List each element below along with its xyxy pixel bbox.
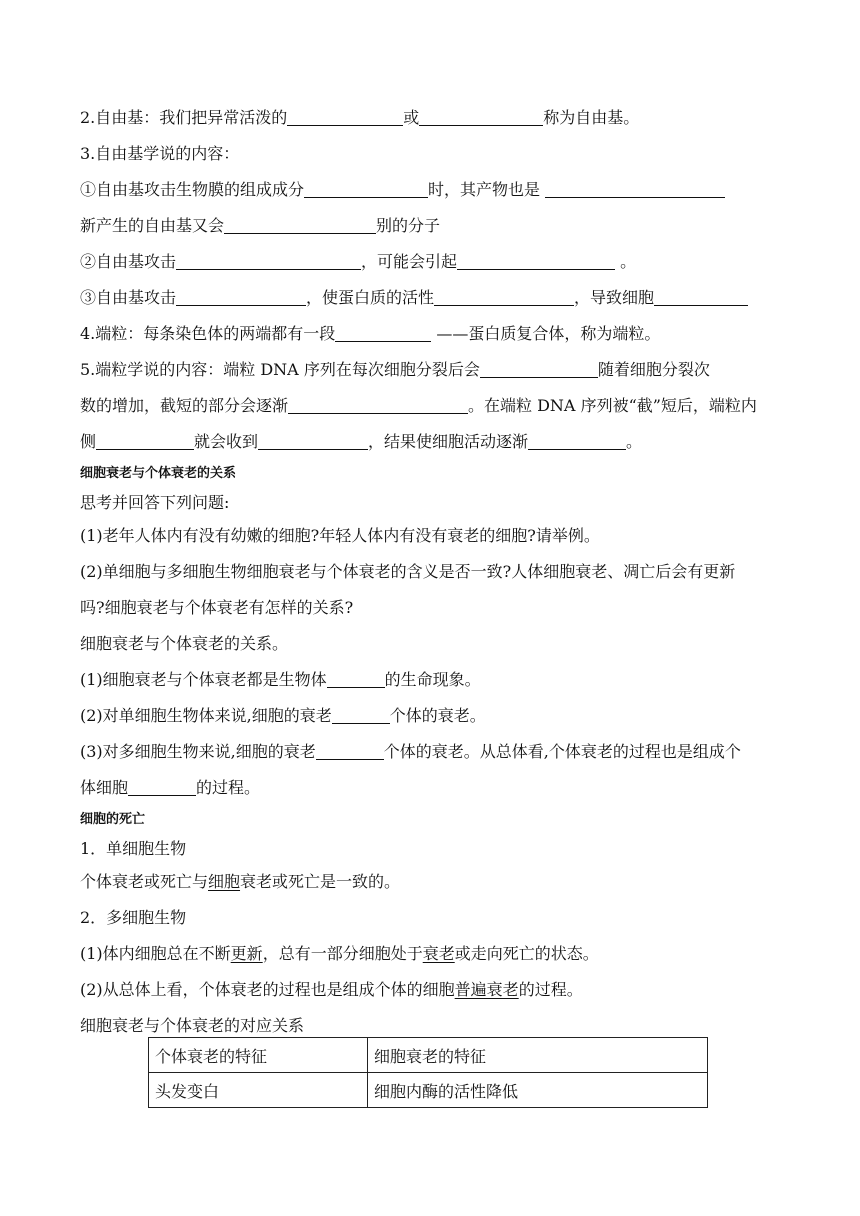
- table-row: [149, 1073, 708, 1108]
- fill-blank: [327, 669, 385, 688]
- theory-item-1-cont: [80, 208, 785, 244]
- theory-item-1: [80, 172, 785, 208]
- fill-blank: [128, 777, 196, 796]
- text: ，导致细胞: [574, 288, 655, 307]
- fill-blank: [258, 431, 368, 450]
- text: ②自由基攻击: [80, 252, 177, 271]
- question-intro: 思考并回答下列问题:: [80, 493, 230, 512]
- text: 的过程。: [196, 778, 261, 797]
- text: 体细胞: [80, 778, 129, 797]
- fill-blank: [316, 741, 384, 760]
- question-1: (1)老年人体内有没有幼嫩的细胞?年轻人体内有没有衰老的细胞?请举例。: [80, 526, 600, 545]
- definition-free-radical: [80, 100, 785, 136]
- fill-blank: [224, 215, 376, 234]
- text: ③自由基攻击: [80, 288, 177, 307]
- text: 数的增加，截短的部分会逐渐: [80, 396, 289, 415]
- multicellular-2: [80, 972, 785, 1008]
- correspondence-table: [148, 1037, 708, 1108]
- fill-blank: [457, 251, 615, 270]
- text: 衰老或死亡是一致的。: [240, 872, 401, 891]
- fill-blank: [304, 179, 428, 198]
- text: 。: [626, 432, 643, 451]
- section-heading: 细胞衰老与个体衰老的关系: [80, 466, 237, 481]
- text: 5.端粒学说的内容：端粒 DNA 序列在每次细胞分裂后会: [80, 360, 480, 379]
- text: (2)从总体上看，个体衰老的过程也是组成个体的细胞: [80, 980, 455, 999]
- text: ，结果使细胞活动逐渐: [368, 432, 529, 451]
- text: 4.端粒：每条染色体的两端都有一段: [80, 324, 336, 343]
- document-page: [80, 100, 785, 1044]
- text: 2.自由基：我们把异常活泼的: [80, 108, 288, 127]
- text: 随着细胞分裂次: [597, 360, 710, 379]
- text: 。: [620, 252, 637, 271]
- text: (1)体内细胞总在不断: [80, 944, 231, 963]
- theory-item-2: [80, 244, 785, 280]
- fill-blank: [176, 251, 361, 270]
- fill-blank: [480, 359, 598, 378]
- text: 新产生的自由基又会: [80, 216, 225, 235]
- fill-blank: [288, 395, 468, 414]
- text: (3)对多细胞生物来说,细胞的衰老: [80, 742, 316, 761]
- underlined-term: 细胞: [208, 872, 241, 891]
- subheading-unicellular: 1．单细胞生物: [80, 839, 187, 858]
- unicellular-text: [80, 864, 785, 900]
- underlined-term: 更新: [230, 944, 263, 963]
- subheading-multicellular: 2．多细胞生物: [80, 908, 187, 927]
- fill-blank: [176, 287, 306, 306]
- fill-blank: [654, 287, 748, 306]
- table-header-cell: 细胞衰老的特征: [368, 1038, 708, 1073]
- table-caption: 细胞衰老与个体衰老的对应关系: [80, 1016, 305, 1035]
- table-header-cell: 个体衰老的特征: [149, 1038, 368, 1073]
- text: (1)细胞衰老与个体衰老都是生物体: [80, 670, 327, 689]
- theory-title: 3.自由基学说的内容：: [80, 144, 240, 163]
- fill-blank: [335, 323, 431, 342]
- question-2-cont: 吗?细胞衰老与个体衰老有怎样的关系?: [80, 598, 354, 617]
- fill-blank: [332, 705, 390, 724]
- relation-1: [80, 662, 785, 698]
- table-header-row: [149, 1038, 708, 1073]
- fill-blank: [528, 431, 626, 450]
- relation-title: 细胞衰老与个体衰老的关系。: [80, 634, 289, 653]
- text: 别的分子: [376, 216, 441, 235]
- text: 称为自由基。: [543, 108, 640, 127]
- relation-3: [80, 734, 785, 770]
- text: ，总有一部分细胞处于: [262, 944, 423, 963]
- text: ——蛋白质复合体，称为端粒。: [436, 324, 661, 343]
- telomere-theory: [80, 352, 785, 388]
- telomere-theory-cont: [80, 388, 785, 424]
- underlined-term: 普遍衰老: [454, 980, 519, 999]
- text: 个体的衰老。: [389, 706, 486, 725]
- telomere-theory-cont2: [80, 424, 785, 460]
- text: 个体衰老或死亡与: [80, 872, 209, 891]
- relation-3-cont: [80, 770, 785, 806]
- text: 侧: [80, 432, 97, 451]
- text: 时，其产物也是: [428, 180, 541, 199]
- relation-2: [80, 698, 785, 734]
- fill-blank: [287, 107, 403, 126]
- question-2: (2)单细胞与多细胞生物细胞衰老与个体衰老的含义是否一致?人体细胞衰老、凋亡后会有更新: [80, 562, 736, 581]
- multicellular-1: [80, 936, 785, 972]
- text: ①自由基攻击生物膜的组成成分: [80, 180, 305, 199]
- fill-blank: [434, 287, 574, 306]
- text: 个体的衰老。从总体看,个体衰老的过程也是组成个: [383, 742, 741, 761]
- fill-blank: [96, 431, 194, 450]
- fill-blank: [419, 107, 543, 126]
- text: 或走向死亡的状态。: [454, 944, 599, 963]
- text: (2)对单细胞生物体来说,细胞的衰老: [80, 706, 332, 725]
- telomere-definition: [80, 316, 785, 352]
- text: ，可能会引起: [361, 252, 458, 271]
- text: 就会收到: [194, 432, 259, 451]
- text: 的生命现象。: [384, 670, 481, 689]
- theory-item-3: [80, 280, 785, 316]
- text: 。在端粒 DNA 序列被“截”短后，端粒内: [468, 396, 757, 415]
- section-heading: 细胞的死亡: [80, 812, 146, 827]
- text: ，使蛋白质的活性: [306, 288, 435, 307]
- table-cell: 头发变白: [149, 1073, 368, 1108]
- text: 的过程。: [518, 980, 583, 999]
- underlined-term: 衰老: [422, 944, 455, 963]
- table-cell: 细胞内酶的活性降低: [368, 1073, 708, 1108]
- text: 或: [403, 108, 420, 127]
- fill-blank: [545, 179, 725, 198]
